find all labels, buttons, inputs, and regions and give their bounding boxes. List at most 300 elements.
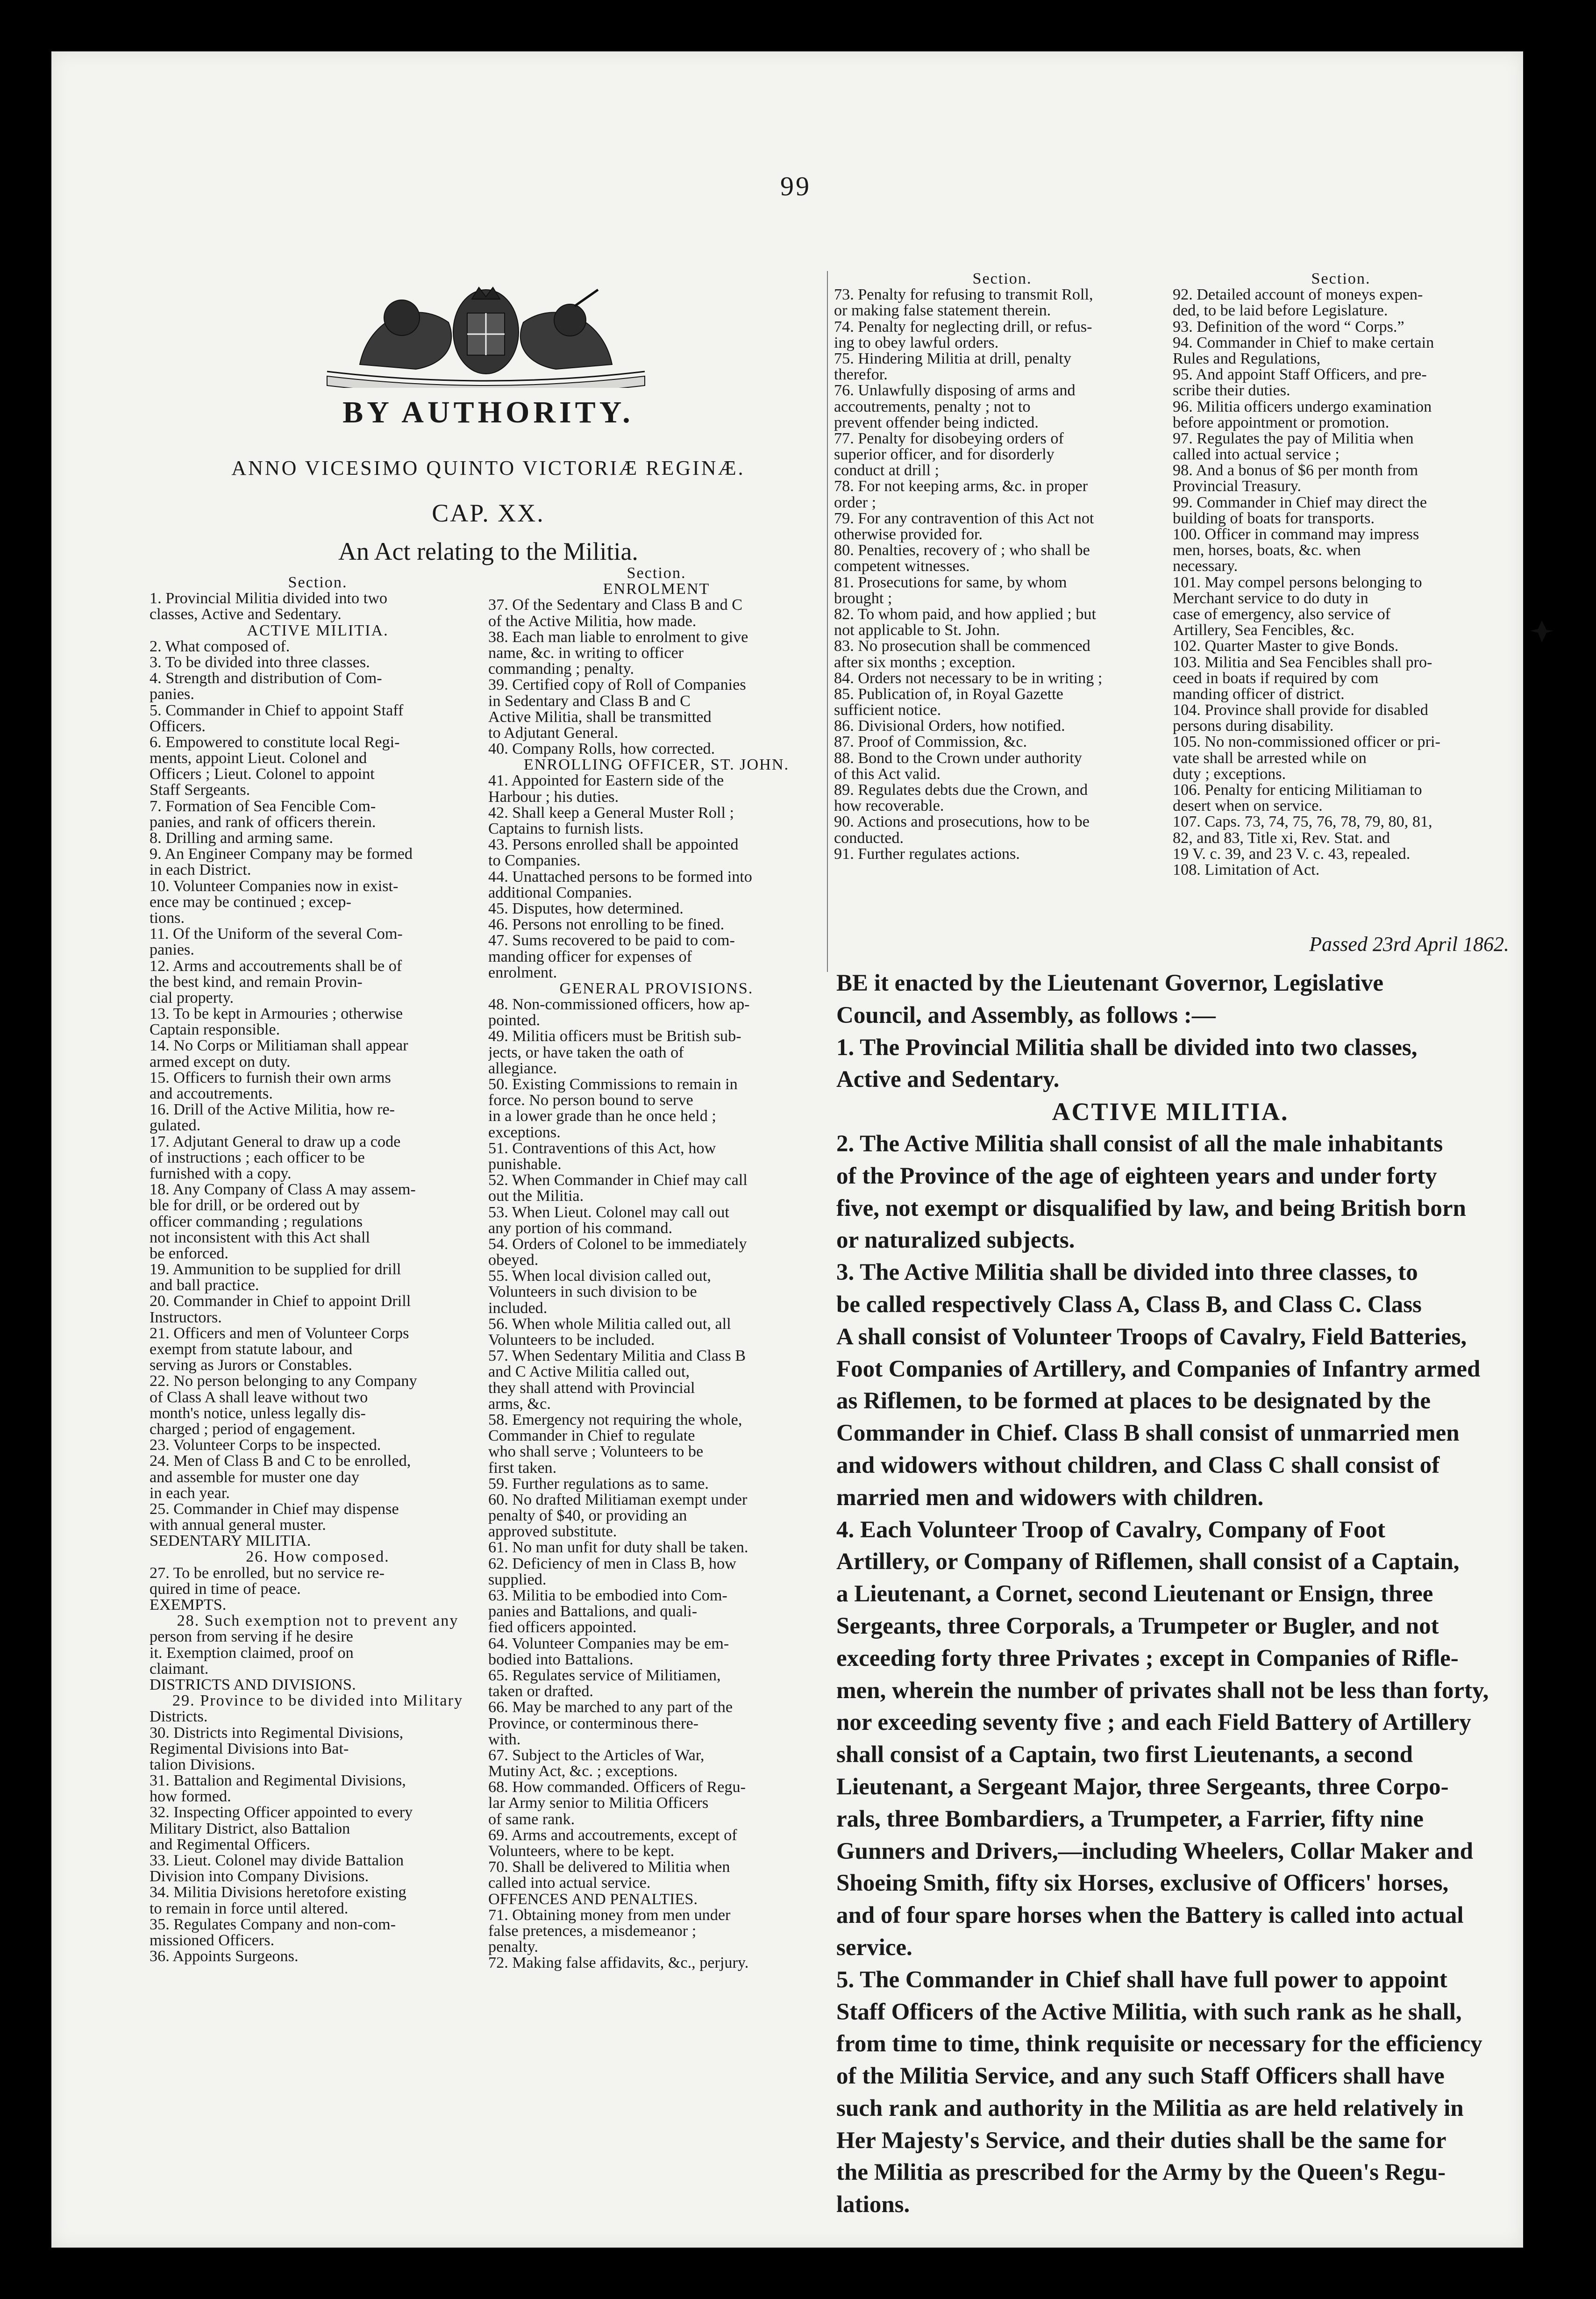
- index-line: 30. Districts into Regimental Divisions,: [150, 1725, 404, 1741]
- index-line: 96. Militia officers undergo examination: [1173, 399, 1432, 415]
- index-line: accoutrements, penalty ; not to: [834, 399, 1031, 415]
- index-line: in a lower grade than he once held ;: [488, 1108, 716, 1125]
- body-line: or naturalized subjects.: [836, 1227, 1075, 1254]
- index-line: 27. To be enrolled, but no service re-: [150, 1565, 385, 1581]
- index-line: persons during disability.: [1173, 718, 1334, 735]
- index-line: EXEMPTS.: [150, 1597, 227, 1614]
- index-line: lar Army senior to Militia Officers: [488, 1795, 709, 1812]
- index-line: it. Exemption claimed, proof on: [150, 1645, 354, 1661]
- index-line: Volunteers to be included.: [488, 1332, 655, 1349]
- index-line: Captain responsible.: [150, 1022, 280, 1038]
- index-line: 32. Inspecting Officer appointed to every: [150, 1805, 413, 1821]
- index-line: tions.: [150, 910, 185, 927]
- body-line: Shoeing Smith, fifty six Horses, exclusive of Officers' horses,: [836, 1870, 1449, 1897]
- index-line: 53. When Lieut. Colonel may call out: [488, 1204, 729, 1221]
- act-body-text: [836, 967, 1504, 2221]
- index-line: 23. Volunteer Corps to be inspected.: [150, 1437, 381, 1454]
- index-line: 39. Certified copy of Roll of Companies: [488, 677, 746, 693]
- index-line: 94. Commander in Chief to make certain: [1173, 335, 1434, 351]
- index-line: sufficient notice.: [834, 702, 941, 719]
- index-line: after six months ; exception.: [834, 654, 1016, 671]
- index-line: and Regimental Officers.: [150, 1836, 310, 1853]
- index-line: 101. May compel persons belonging to: [1173, 574, 1422, 591]
- index-heading: 26. How composed.: [246, 1549, 390, 1565]
- index-line: 85. Publication of, in Royal Gazette: [834, 686, 1063, 703]
- index-line: desert when on service.: [1173, 798, 1323, 814]
- index-line: 6. Empowered to constitute local Regi-: [150, 734, 400, 751]
- index-line: Merchant service to do duty in: [1173, 590, 1368, 607]
- index-line: 8. Drilling and arming same.: [150, 830, 334, 847]
- body-line: of the Militia Service, and any such Staff Officers shall have: [836, 2063, 1445, 2090]
- column-divider: [827, 271, 828, 972]
- index-line: who shall serve ; Volunteers to be: [488, 1444, 704, 1460]
- index-line: 37. Of the Sedentary and Class B and C: [488, 597, 743, 614]
- body-line: lations.: [836, 2192, 910, 2218]
- index-line: conduct at drill ;: [834, 463, 940, 479]
- index-line: Active Militia, shall be transmitted: [488, 709, 712, 725]
- index-line: 9. An Engineer Company may be formed: [150, 846, 413, 863]
- index-line: Volunteers in such division to be: [488, 1284, 697, 1300]
- index-line: manding officer of district.: [1173, 686, 1345, 703]
- index-line: Officers ; Lieut. Colonel to appoint: [150, 766, 375, 783]
- index-line: 83. No prosecution shall be commenced: [834, 638, 1090, 655]
- index-line: and ball practice.: [150, 1278, 259, 1294]
- index-heading: Section.: [972, 271, 1032, 287]
- index-line: scribe their duties.: [1173, 383, 1290, 399]
- index-line: 20. Commander in Chief to appoint Drill: [150, 1293, 411, 1310]
- index-line: 62. Deficiency of men in Class B, how: [488, 1556, 736, 1572]
- royal-coat-of-arms-icon: [276, 280, 696, 388]
- index-line: penalty.: [488, 1939, 538, 1956]
- body-line: and widowers without children, and Class C shall consist of: [836, 1452, 1440, 1478]
- index-line: be enforced.: [150, 1245, 228, 1262]
- body-line: Active and Sedentary.: [836, 1066, 1060, 1093]
- index-line: Rules and Regulations,: [1173, 350, 1321, 367]
- index-line: 60. No drafted Militiaman exempt under: [488, 1492, 748, 1508]
- body-line: from time to time, think requisite or necessary for the efficiency: [836, 2031, 1482, 2057]
- index-line: to remain in force until altered.: [150, 1900, 349, 1917]
- body-line: shall consist of a Captain, two first Lieutenants, a second: [836, 1742, 1413, 1768]
- index-line: 69. Arms and accoutrements, except of: [488, 1827, 737, 1843]
- index-line: superior officer, and for disorderly: [834, 447, 1054, 463]
- body-line: A shall consist of Volunteer Troops of Cavalry, Field Batteries,: [836, 1323, 1467, 1350]
- index-line: before appointment or promotion.: [1173, 414, 1389, 431]
- index-line: panies and Battalions, and quali-: [488, 1604, 698, 1620]
- index-line: 16. Drill of the Active Militia, how re-: [150, 1102, 395, 1118]
- index-line: 97. Regulates the pay of Militia when: [1173, 430, 1414, 447]
- index-line: 102. Quarter Master to give Bonds.: [1173, 638, 1399, 655]
- index-line: otherwise provided for.: [834, 527, 983, 543]
- index-line: 68. How commanded. Officers of Regu-: [488, 1779, 746, 1796]
- index-line: 98. And a bonus of $6 per month from: [1173, 463, 1418, 479]
- index-line: Military District, also Battalion: [150, 1821, 350, 1837]
- index-line: with annual general muster.: [150, 1517, 326, 1534]
- index-line: 46. Persons not enrolling to be fined.: [488, 917, 725, 933]
- passed-date: Passed 23rd April 1862.: [1309, 933, 1509, 956]
- index-heading: GENERAL PROVISIONS.: [559, 980, 754, 997]
- by-authority-title: BY AUTHORITY.: [342, 395, 634, 429]
- body-line: the Militia as prescribed for the Army by the Queen's Regu-: [836, 2159, 1446, 2186]
- index-line: 44. Unattached persons to be formed into: [488, 869, 752, 885]
- index-line: 17. Adjutant General to draw up a code: [150, 1134, 401, 1150]
- body-line: Artillery, or Company of Riflemen, shall consist of a Captain,: [836, 1549, 1460, 1575]
- index-line: with.: [488, 1731, 521, 1748]
- index-line: 84. Orders not necessary to be in writing ;: [834, 670, 1103, 686]
- index-line: panies.: [150, 686, 194, 703]
- index-line: 7. Formation of Sea Fencible Com-: [150, 798, 376, 814]
- index-line: 103. Militia and Sea Fencibles shall pro-: [1173, 654, 1432, 671]
- body-line: Staff Officers of the Active Militia, with such rank as he shall,: [836, 1999, 1462, 2025]
- index-line: exempt from statute labour, and: [150, 1342, 353, 1358]
- index-line: and accoutrements.: [150, 1086, 273, 1102]
- index-line: 106. Penalty for enticing Militiaman to: [1173, 782, 1422, 799]
- index-line: 74. Penalty for neglecting drill, or refus-: [834, 319, 1092, 335]
- index-line: or making false statement therein.: [834, 303, 1051, 319]
- index-heading: 28. Such exemption not to prevent any: [177, 1613, 459, 1629]
- index-line: 59. Further regulations as to same.: [488, 1476, 709, 1492]
- index-line: ceed in boats if required by com: [1173, 670, 1379, 686]
- index-line: SEDENTARY MILITIA.: [150, 1533, 311, 1549]
- body-line: of the Province of the age of eighteen years and under forty: [836, 1163, 1437, 1189]
- index-line: Volunteers, where to be kept.: [488, 1843, 675, 1860]
- index-line: Artillery, Sea Fencibles, &c.: [1173, 622, 1354, 639]
- index-line: 105. No non-commissioned officer or pri-: [1173, 734, 1440, 750]
- index-line: Officers.: [150, 718, 206, 735]
- index-line: 24. Men of Class B and C to be enrolled,: [150, 1453, 411, 1470]
- index-line: of the Active Militia, how made.: [488, 613, 697, 629]
- index-line: 43. Persons enrolled shall be appointed: [488, 837, 739, 853]
- index-line: 47. Sums recovered to be paid to com-: [488, 933, 735, 949]
- index-line: officer commanding ; regulations: [150, 1214, 363, 1230]
- index-line: 99. Commander in Chief may direct the: [1173, 494, 1427, 511]
- index-line: 88. Bond to the Crown under authority: [834, 750, 1082, 766]
- body-line: five, not exempt or disqualified by law, and being British born: [836, 1195, 1466, 1221]
- index-line: Commander in Chief to regulate: [488, 1428, 695, 1444]
- index-line: name, &c. in writing to officer: [488, 645, 684, 662]
- index-line: the best kind, and remain Provin-: [150, 974, 363, 990]
- index-line: 4. Strength and distribution of Com-: [150, 671, 382, 687]
- index-line: cial property.: [150, 990, 234, 1007]
- index-line: 108. Limitation of Act.: [1173, 862, 1320, 878]
- index-line: Mutiny Act, &c. ; exceptions.: [488, 1764, 678, 1780]
- index-line: 5. Commander in Chief to appoint Staff: [150, 702, 404, 719]
- body-line: Her Majesty's Service, and their duties shall be the same for: [836, 2127, 1446, 2154]
- index-line: ments, appoint Lieut. Colonel and: [150, 750, 367, 767]
- index-line: in Sedentary and Class B and C: [488, 693, 691, 709]
- index-line: duty ; exceptions.: [1173, 766, 1286, 782]
- index-line: force. No person bound to serve: [488, 1092, 693, 1109]
- index-line: gulated.: [150, 1118, 201, 1134]
- index-line: serving as Jurors or Constables.: [150, 1357, 352, 1374]
- index-line: 56. When whole Militia called out, all: [488, 1316, 731, 1332]
- index-line: 10. Volunteer Companies now in exist-: [150, 878, 399, 894]
- index-line: brought ;: [834, 590, 892, 607]
- index-line: 52. When Commander in Chief may call: [488, 1172, 748, 1189]
- index-line: 19. Ammunition to be supplied for drill: [150, 1262, 401, 1278]
- index-line: charged ; period of engagement.: [150, 1421, 356, 1438]
- body-line: 1. The Provincial Militia shall be divided into two classes,: [836, 1034, 1418, 1061]
- index-line: 35. Regulates Company and non-com-: [150, 1916, 396, 1933]
- index-line: approved substitute.: [488, 1524, 617, 1540]
- index-line: month's notice, unless legally dis-: [150, 1405, 366, 1421]
- index-line: 71. Obtaining money from men under: [488, 1907, 731, 1923]
- body-line: Commander in Chief. Class B shall consist of unmarried men: [836, 1420, 1460, 1447]
- index-line: 48. Non-commissioned officers, how ap-: [488, 997, 750, 1013]
- section-index-column-1: [150, 575, 486, 1964]
- index-line: 40. Company Rolls, how corrected.: [488, 741, 715, 757]
- index-line: and assemble for muster one day: [150, 1469, 360, 1485]
- index-line: claimant.: [150, 1661, 209, 1677]
- index-line: allegiance.: [488, 1060, 557, 1077]
- index-line: 82. To whom paid, and how applied ; but: [834, 606, 1097, 623]
- index-line: bodied into Battalions.: [488, 1651, 634, 1668]
- index-line: penalty of $40, or providing an: [488, 1508, 687, 1524]
- index-line: 61. No man unfit for duty shall be taken.: [488, 1540, 748, 1556]
- index-line: order ;: [834, 494, 876, 511]
- index-line: enrolment.: [488, 964, 557, 981]
- index-heading: ENROLMENT: [603, 581, 710, 598]
- index-line: of instructions ; each officer to be: [150, 1150, 365, 1166]
- index-line: false pretences, a misdemeanor ;: [488, 1923, 697, 1940]
- index-line: not applicable to St. John.: [834, 622, 1000, 639]
- index-line: 19 V. c. 39, and 23 V. c. 43, repealed.: [1173, 846, 1411, 862]
- act-heading: [147, 395, 829, 566]
- index-line: 15. Officers to furnish their own arms: [150, 1070, 391, 1086]
- index-line: called into actual service ;: [1173, 447, 1340, 463]
- index-line: to Companies.: [488, 853, 581, 869]
- index-heading: ENROLLING OFFICER, ST. JOHN.: [523, 757, 790, 773]
- index-line: 87. Proof of Commission, &c.: [834, 734, 1027, 750]
- body-line: 3. The Active Militia shall be divided into three classes, to: [836, 1259, 1418, 1286]
- index-line: in each year.: [150, 1485, 230, 1501]
- index-line: how formed.: [150, 1789, 231, 1805]
- index-line: Division into Company Divisions.: [150, 1869, 369, 1885]
- index-line: 45. Disputes, how determined.: [488, 900, 684, 917]
- body-line: Gunners and Drivers,—including Wheelers, Collar Maker and: [836, 1838, 1473, 1864]
- index-line: obeyed.: [488, 1252, 539, 1269]
- index-line: person from serving if he desire: [150, 1629, 353, 1645]
- index-line: 77. Penalty for disobeying orders of: [834, 430, 1064, 447]
- index-line: 78. For not keeping arms, &c. in proper: [834, 478, 1088, 495]
- index-line: 12. Arms and accoutrements shall be of: [150, 958, 402, 974]
- body-line: BE it enacted by the Lieutenant Governor, Legislative: [836, 970, 1384, 996]
- index-line: Staff Sergeants.: [150, 782, 250, 799]
- section-index-column-4: [1173, 271, 1509, 878]
- index-line: 76. Unlawfully disposing of arms and: [834, 383, 1076, 399]
- index-line: jects, or have taken the oath of: [488, 1044, 684, 1061]
- index-line: talion Divisions.: [150, 1756, 256, 1773]
- page-number: 99: [780, 171, 811, 201]
- index-line: fied officers appointed.: [488, 1620, 637, 1636]
- index-line: supplied.: [488, 1571, 547, 1588]
- body-line: a Lieutenant, a Cornet, second Lieutenant or Ensign, three: [836, 1581, 1433, 1607]
- index-heading: Section.: [288, 575, 348, 591]
- index-line: 42. Shall keep a General Muster Roll ;: [488, 805, 734, 821]
- index-line: conducted.: [834, 830, 904, 846]
- body-line: rals, three Bombardiers, a Trumpeter, a Farrier, fifty nine: [836, 1806, 1424, 1832]
- section-index-column-3: [834, 271, 1170, 862]
- index-line: vate shall be arrested while on: [1173, 750, 1367, 766]
- index-line: 86. Divisional Orders, how notified.: [834, 718, 1065, 735]
- index-line: 21. Officers and men of Volunteer Corps: [150, 1325, 409, 1342]
- index-line: Provincial Treasury.: [1173, 478, 1302, 495]
- body-line: Sergeants, three Corporals, a Trumpeter or Bugler, and not: [836, 1613, 1439, 1639]
- index-line: 79. For any contravention of this Act not: [834, 510, 1094, 527]
- index-line: additional Companies.: [488, 885, 632, 901]
- body-line: Foot Companies of Artillery, and Companies of Infantry armed: [836, 1356, 1481, 1382]
- index-line: ence may be continued ; excep-: [150, 894, 351, 910]
- index-line: 1. Provincial Militia divided into two: [150, 591, 387, 607]
- index-line: ing to obey lawful orders.: [834, 335, 999, 351]
- index-line: 65. Regulates service of Militiamen,: [488, 1667, 721, 1684]
- index-line: Captains to furnish lists.: [488, 821, 644, 837]
- index-line: 75. Hindering Militia at drill, penalty: [834, 350, 1071, 367]
- index-line: to Adjutant General.: [488, 725, 619, 742]
- index-line: manding officer for expenses of: [488, 949, 692, 965]
- index-line: 18. Any Company of Class A may assem-: [150, 1182, 416, 1198]
- index-line: 104. Province shall provide for disabled: [1173, 702, 1428, 719]
- index-line: 41. Appointed for Eastern side of the: [488, 773, 724, 789]
- body-line: nor exceeding seventy five ; and each Field Battery of Artillery: [836, 1709, 1471, 1736]
- index-line: 107. Caps. 73, 74, 75, 76, 78, 79, 80, 81,: [1173, 814, 1432, 830]
- index-line: out the Militia.: [488, 1188, 584, 1205]
- index-line: 36. Appoints Surgeons.: [150, 1949, 299, 1965]
- index-line: of this Act valid.: [834, 766, 940, 782]
- index-line: 100. Officer in command may impress: [1173, 527, 1419, 543]
- index-line: competent witnesses.: [834, 558, 970, 575]
- index-line: 95. And appoint Staff Officers, and pre-: [1173, 367, 1427, 383]
- index-line: commanding ; penalty.: [488, 661, 634, 678]
- index-line: 93. Definition of the word “ Corps.”: [1173, 319, 1404, 335]
- index-line: pointed.: [488, 1013, 541, 1029]
- index-line: missioned Officers.: [150, 1932, 275, 1949]
- index-line: 63. Militia to be embodied into Com-: [488, 1588, 727, 1604]
- index-line: panies.: [150, 942, 194, 958]
- index-line: included.: [488, 1300, 548, 1316]
- index-line: 82, and 83, Title xi, Rev. Stat. and: [1173, 830, 1390, 846]
- index-line: 14. No Corps or Militiaman shall appear: [150, 1038, 408, 1054]
- body-line: and of four spare horses when the Battery is called into actual: [836, 1902, 1464, 1929]
- index-line: of same rank.: [488, 1811, 575, 1828]
- body-line: Lieutenant, a Sergeant Major, three Sergeants, three Corpo-: [836, 1773, 1449, 1800]
- index-line: punishable.: [488, 1156, 562, 1173]
- index-line: 38. Each man liable to enrolment to give: [488, 629, 748, 645]
- index-line: armed except on duty.: [150, 1054, 291, 1070]
- index-line: any portion of his command.: [488, 1220, 673, 1236]
- index-line: building of boats for transports.: [1173, 510, 1375, 527]
- index-line: men, horses, boats, &c. when: [1173, 543, 1361, 559]
- index-line: 91. Further regulates actions.: [834, 846, 1020, 862]
- index-line: 31. Battalion and Regimental Divisions,: [150, 1773, 406, 1789]
- index-line: 51. Contraventions of this Act, how: [488, 1140, 716, 1157]
- index-line: 92. Detailed account of moneys expen-: [1173, 287, 1423, 303]
- body-line: Council, and Assembly, as follows :—: [836, 1002, 1216, 1028]
- index-line: in each District.: [150, 862, 251, 878]
- index-line: 13. To be kept in Armouries ; otherwise: [150, 1006, 403, 1022]
- index-line: called into actual service.: [488, 1875, 651, 1892]
- index-line: furnished with a copy.: [150, 1165, 292, 1182]
- body-line: 2. The Active Militia shall consist of all the male inhabitants: [836, 1130, 1443, 1157]
- index-line: classes, Active and Sedentary.: [150, 607, 342, 623]
- index-line: 54. Orders of Colonel to be immediately: [488, 1236, 747, 1253]
- index-line: 34. Militia Divisions heretofore existing: [150, 1885, 406, 1901]
- index-line: Province, or conterminous there-: [488, 1715, 698, 1732]
- body-line: be called respectively Class A, Class B, and Class C. Class: [836, 1291, 1422, 1318]
- regnal-year: ANNO VICESIMO QUINTO VICTORIÆ REGINÆ.: [231, 457, 745, 479]
- index-line: first taken.: [488, 1460, 557, 1476]
- index-line: 50. Existing Commissions to remain in: [488, 1077, 738, 1093]
- index-line: exceptions.: [488, 1124, 561, 1141]
- index-line: panies, and rank of officers therein.: [150, 814, 376, 830]
- body-line: exceeding forty three Privates ; except in Companies of Rifle-: [836, 1645, 1459, 1671]
- index-line: how recoverable.: [834, 798, 944, 814]
- index-line: 49. Militia officers must be British sub-: [488, 1028, 741, 1045]
- body-line: as Riflemen, to be formed at places to be designated by the: [836, 1388, 1431, 1414]
- index-line: 58. Emergency not requiring the whole,: [488, 1412, 742, 1428]
- index-line: 3. To be divided into three classes.: [150, 654, 370, 671]
- index-line: 81. Prosecutions for same, by whom: [834, 574, 1067, 591]
- body-line: 4. Each Volunteer Troop of Cavalry, Company of Foot: [836, 1516, 1385, 1543]
- index-line: of Class A shall leave without two: [150, 1389, 368, 1406]
- index-line: 66. May be marched to any part of the: [488, 1699, 733, 1716]
- section-index-column-2: [488, 565, 825, 1971]
- body-heading: ACTIVE MILITIA.: [1052, 1098, 1289, 1126]
- index-line: quired in time of peace.: [150, 1581, 301, 1597]
- index-heading: 29. Province to be divided into Military: [172, 1693, 463, 1709]
- index-line: Districts.: [150, 1709, 208, 1725]
- index-line: ded, to be laid before Legislature.: [1173, 303, 1388, 319]
- index-line: not inconsistent with this Act shall: [150, 1229, 370, 1246]
- index-line: Regimental Divisions into Bat-: [150, 1741, 349, 1757]
- index-line: 80. Penalties, recovery of ; who shall be: [834, 543, 1090, 559]
- index-line: DISTRICTS AND DIVISIONS.: [150, 1677, 356, 1693]
- index-line: 2. What composed of.: [150, 638, 290, 655]
- body-line: such rank and authority in the Militia as are held relatively in: [836, 2095, 1464, 2121]
- index-heading: Section.: [1311, 271, 1371, 287]
- index-line: taken or drafted.: [488, 1684, 593, 1700]
- index-line: 70. Shall be delivered to Militia when: [488, 1859, 730, 1876]
- index-line: 72. Making false affidavits, &c., perjury.: [488, 1955, 749, 1971]
- index-line: 90. Actions and prosecutions, how to be: [834, 814, 1090, 830]
- index-line: OFFENCES AND PENALTIES.: [488, 1891, 698, 1907]
- index-heading: ACTIVE MILITIA.: [247, 622, 389, 639]
- index-line: necessary.: [1173, 558, 1238, 575]
- index-line: 22. No person belonging to any Company: [150, 1373, 417, 1390]
- index-line: ble for drill, or be ordered out by: [150, 1198, 360, 1214]
- index-line: 57. When Sedentary Militia and Class B: [488, 1348, 746, 1364]
- index-line: case of emergency, also service of: [1173, 606, 1391, 623]
- index-line: therefor.: [834, 367, 888, 383]
- index-line: 64. Volunteer Companies may be em-: [488, 1635, 729, 1652]
- index-line: 25. Commander in Chief may dispense: [150, 1501, 399, 1518]
- body-line: service.: [836, 1934, 912, 1961]
- index-line: they shall attend with Provincial: [488, 1380, 695, 1396]
- index-line: prevent offender being indicted.: [834, 414, 1039, 431]
- body-line: married men and widowers with children.: [836, 1484, 1264, 1511]
- body-line: men, wherein the number of privates shall not be less than forty,: [836, 1677, 1489, 1704]
- margin-mark-icon: [1528, 617, 1556, 645]
- index-line: 73. Penalty for refusing to transmit Roll,: [834, 287, 1093, 303]
- body-line: 5. The Commander in Chief shall have full power to appoint: [836, 1966, 1447, 1993]
- index-line: 67. Subject to the Articles of War,: [488, 1747, 705, 1764]
- act-title: An Act relating to the Militia.: [338, 537, 638, 565]
- index-line: 89. Regulates debts due the Crown, and: [834, 782, 1088, 799]
- chapter-number: CAP. XX.: [432, 499, 545, 527]
- index-line: and C Active Militia called out,: [488, 1364, 690, 1380]
- index-line: 11. Of the Uniform of the several Com-: [150, 926, 403, 942]
- index-line: Harbour ; his duties.: [488, 789, 619, 805]
- index-line: 33. Lieut. Colonel may divide Battalion: [150, 1853, 404, 1869]
